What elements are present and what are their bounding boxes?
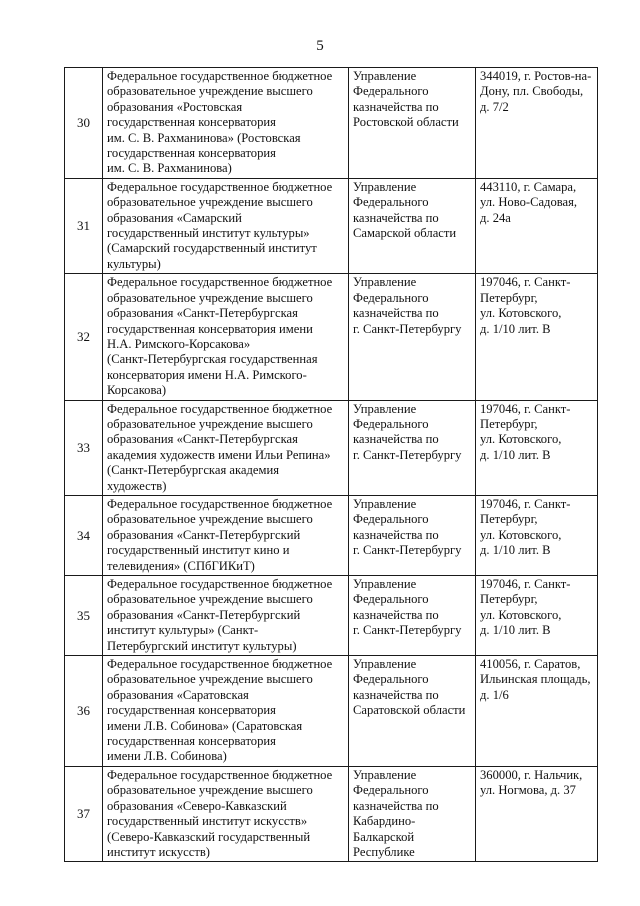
address-line: д. 1/10 лит. В [480,623,551,638]
address-line: 410056, г. Саратов, [480,657,581,672]
treasury-office-line: Саратовской области [353,703,466,718]
treasury-office-line: Ростовской области [353,115,459,130]
institution-name-cell [103,656,349,767]
address-line: ул. Ново-Садовая, [480,195,578,210]
treasury-office-line: казначейства по [353,798,439,813]
institution-name-line: образования «Санкт-Петербургская [107,432,298,447]
row-number: 31 [65,178,103,273]
table-row [65,766,598,861]
institution-name-line: (Санкт-Петербургская государственная [107,352,318,367]
institution-name-line: образовательное учреждение высшего [107,592,313,607]
institution-name-cell [103,68,349,179]
institution-name-line: государственная консерватория [107,703,276,718]
page-number: 5 [316,38,324,54]
address-line: 197046, г. Санкт- [480,275,571,290]
treasury-office-line: Федерального [353,195,429,210]
institution-name-line: Корсакова) [107,383,167,398]
treasury-office-line: казначейства по [353,99,439,114]
treasury-office-line: казначейства по [353,607,439,622]
treasury-office-cell [349,495,476,575]
institution-name-line: (Самарский государственный институт [107,241,317,256]
institution-name-line: имени Л.В. Собинова) [107,749,227,764]
address-line: ул. Котовского, [480,432,562,447]
institution-name-line: государственный институт кино и [107,543,290,558]
address-line: Петербург, [480,416,538,431]
institution-name-line: государственный институт культуры» [107,226,310,241]
treasury-office-line: Самарской области [353,226,457,241]
treasury-office-line: Управление [353,179,417,194]
address-line: 197046, г. Санкт- [480,577,571,591]
treasury-office-line: Балкарской [353,829,415,844]
address-cell [476,656,598,767]
treasury-office-cell [349,576,476,656]
treasury-office-cell [349,274,476,400]
treasury-office-line: казначейства по [353,687,439,702]
institution-name-line: Федеральное государственное бюджетное [107,275,333,290]
address-line: 443110, г. Самара, [480,179,577,194]
institution-name-cell [103,274,349,400]
address-line: д. 1/6 [480,687,509,702]
institution-name-line: образовательное учреждение высшего [107,512,313,527]
table-row [65,656,598,767]
institution-name-line: Н.А. Римского-Корсакова» [107,336,251,351]
treasury-office-line: казначейства по [353,210,439,225]
treasury-office-line: Управление [353,577,417,591]
institution-name-line: им. С. В. Рахманинова» (Ростовская [107,130,301,145]
address-line: Ильинская площадь, [480,672,591,687]
institution-name-line: государственная консерватория [107,734,276,749]
treasury-office-line: казначейства по [353,432,439,447]
institution-name-line: Петербургский институт культуры) [107,638,297,653]
treasury-office-line: Федерального [353,512,429,527]
address-line: д. 24а [480,210,511,225]
institution-name-line: имени Л.В. Собинова» (Саратовская [107,718,303,733]
institution-name-line: образования «Самарский [107,210,242,225]
address-line: д. 1/10 лит. В [480,321,551,336]
treasury-office-line: казначейства по [353,527,439,542]
treasury-office-line: г. Санкт-Петербургу [353,543,462,558]
row-number: 33 [65,400,103,495]
institution-name-line: образования «Санкт-Петербургский [107,527,301,542]
institutions-table [64,67,598,862]
institution-name-line: (Санкт-Петербургская академия [107,463,279,478]
institution-name-line: образовательное учреждение высшего [107,783,313,798]
institution-name-line: государственная консерватория [107,146,276,161]
address-line: 197046, г. Санкт- [480,401,571,416]
address-line: Петербург, [480,592,538,607]
treasury-office-line: Кабардино- [353,814,416,829]
institution-name-cell [103,495,349,575]
address-cell [476,274,598,400]
row-number: 36 [65,656,103,767]
address-cell [476,400,598,495]
treasury-office-line: Федерального [353,416,429,431]
row-number: 34 [65,495,103,575]
treasury-office-line: Федерального [353,84,429,99]
institution-name-line: консерватория имени Н.А. Римского- [107,367,307,382]
institution-name-line: художеств) [107,478,167,493]
table-row [65,178,598,273]
institution-name-line: образования «Санкт-Петербургская [107,306,298,321]
treasury-office-line: Управление [353,496,417,511]
address-line: ул. Котовского, [480,527,562,542]
row-number: 32 [65,274,103,400]
institution-name-line: образовательное учреждение высшего [107,84,313,99]
institution-name-line: образования «Санкт-Петербургский [107,607,301,622]
treasury-office-line: Управление [353,275,417,290]
table-row [65,495,598,575]
institution-name-line: образовательное учреждение высшего [107,416,313,431]
institution-name-line: институт искусств) [107,844,210,859]
treasury-office-line: Управление [353,657,417,672]
address-line: 197046, г. Санкт- [480,496,571,511]
address-line: Дону, пл. Свободы, [480,84,584,99]
treasury-office-line: Федерального [353,592,429,607]
address-line: ул. Котовского, [480,306,562,321]
institution-name-line: государственный институт искусств» [107,814,308,829]
institution-name-line: образовательное учреждение высшего [107,195,313,210]
address-cell [476,178,598,273]
institution-name-cell [103,766,349,861]
treasury-office-cell [349,766,476,861]
address-line: д. 1/10 лит. В [480,447,551,462]
address-cell [476,576,598,656]
treasury-office-line: г. Санкт-Петербургу [353,623,462,638]
institution-name-line: государственная консерватория [107,115,276,130]
institution-name-line: Федеральное государственное бюджетное [107,179,333,194]
address-line: 344019, г. Ростов-на- [480,69,592,83]
row-number: 37 [65,766,103,861]
institution-name-line: телевидения» (СПбГИКиТ) [107,558,255,573]
treasury-office-line: казначейства по [353,306,439,321]
address-line: д. 1/10 лит. В [480,543,551,558]
table-row [65,400,598,495]
treasury-office-line: Республике [353,844,415,859]
institution-name-line: им. С. В. Рахманинова) [107,161,232,176]
institution-name-line: Федеральное государственное бюджетное [107,69,333,83]
institution-name-line: Федеральное государственное бюджетное [107,577,333,591]
institution-name-line: Федеральное государственное бюджетное [107,657,333,672]
institution-name-line: Федеральное государственное бюджетное [107,401,333,416]
table-row [65,68,598,179]
treasury-office-line: г. Санкт-Петербургу [353,447,462,462]
treasury-office-cell [349,178,476,273]
treasury-office-line: Федерального [353,672,429,687]
table-body [65,68,598,862]
table-row [65,576,598,656]
address-cell [476,766,598,861]
row-number: 30 [65,68,103,179]
treasury-office-cell [349,656,476,767]
institution-name-line: образования «Ростовская [107,99,243,114]
treasury-office-line: Управление [353,69,417,83]
address-line: Петербург, [480,290,538,305]
institution-name-line: Федеральное государственное бюджетное [107,496,333,511]
institution-name-line: Федеральное государственное бюджетное [107,767,333,782]
address-cell [476,495,598,575]
treasury-office-cell [349,400,476,495]
treasury-office-line: г. Санкт-Петербургу [353,321,462,336]
institution-name-cell [103,400,349,495]
institution-name-line: (Северо-Кавказский государственный [107,829,311,844]
treasury-office-line: Управление [353,767,417,782]
treasury-office-cell [349,68,476,179]
institution-name-line: культуры) [107,256,161,271]
address-line: д. 7/2 [480,99,509,114]
address-line: 360000, г. Нальчик, [480,767,583,782]
address-line: Петербург, [480,512,538,527]
institution-name-line: образования «Северо-Кавказский [107,798,287,813]
institution-name-line: образования «Саратовская [107,687,249,702]
institution-name-line: институт культуры» (Санкт- [107,623,259,638]
treasury-office-line: Федерального [353,783,429,798]
treasury-office-line: Управление [353,401,417,416]
institution-name-line: образовательное учреждение высшего [107,290,313,305]
institution-name-line: образовательное учреждение высшего [107,672,313,687]
address-line: ул. Ногмова, д. 37 [480,783,576,798]
treasury-office-line: Федерального [353,290,429,305]
institution-name-line: академия художеств имени Ильи Репина» [107,447,331,462]
institution-name-line: государственная консерватория имени [107,321,313,336]
table-row [65,274,598,400]
address-cell [476,68,598,179]
institution-name-cell [103,178,349,273]
row-number: 35 [65,576,103,656]
address-line: ул. Котовского, [480,607,562,622]
institution-name-cell [103,576,349,656]
